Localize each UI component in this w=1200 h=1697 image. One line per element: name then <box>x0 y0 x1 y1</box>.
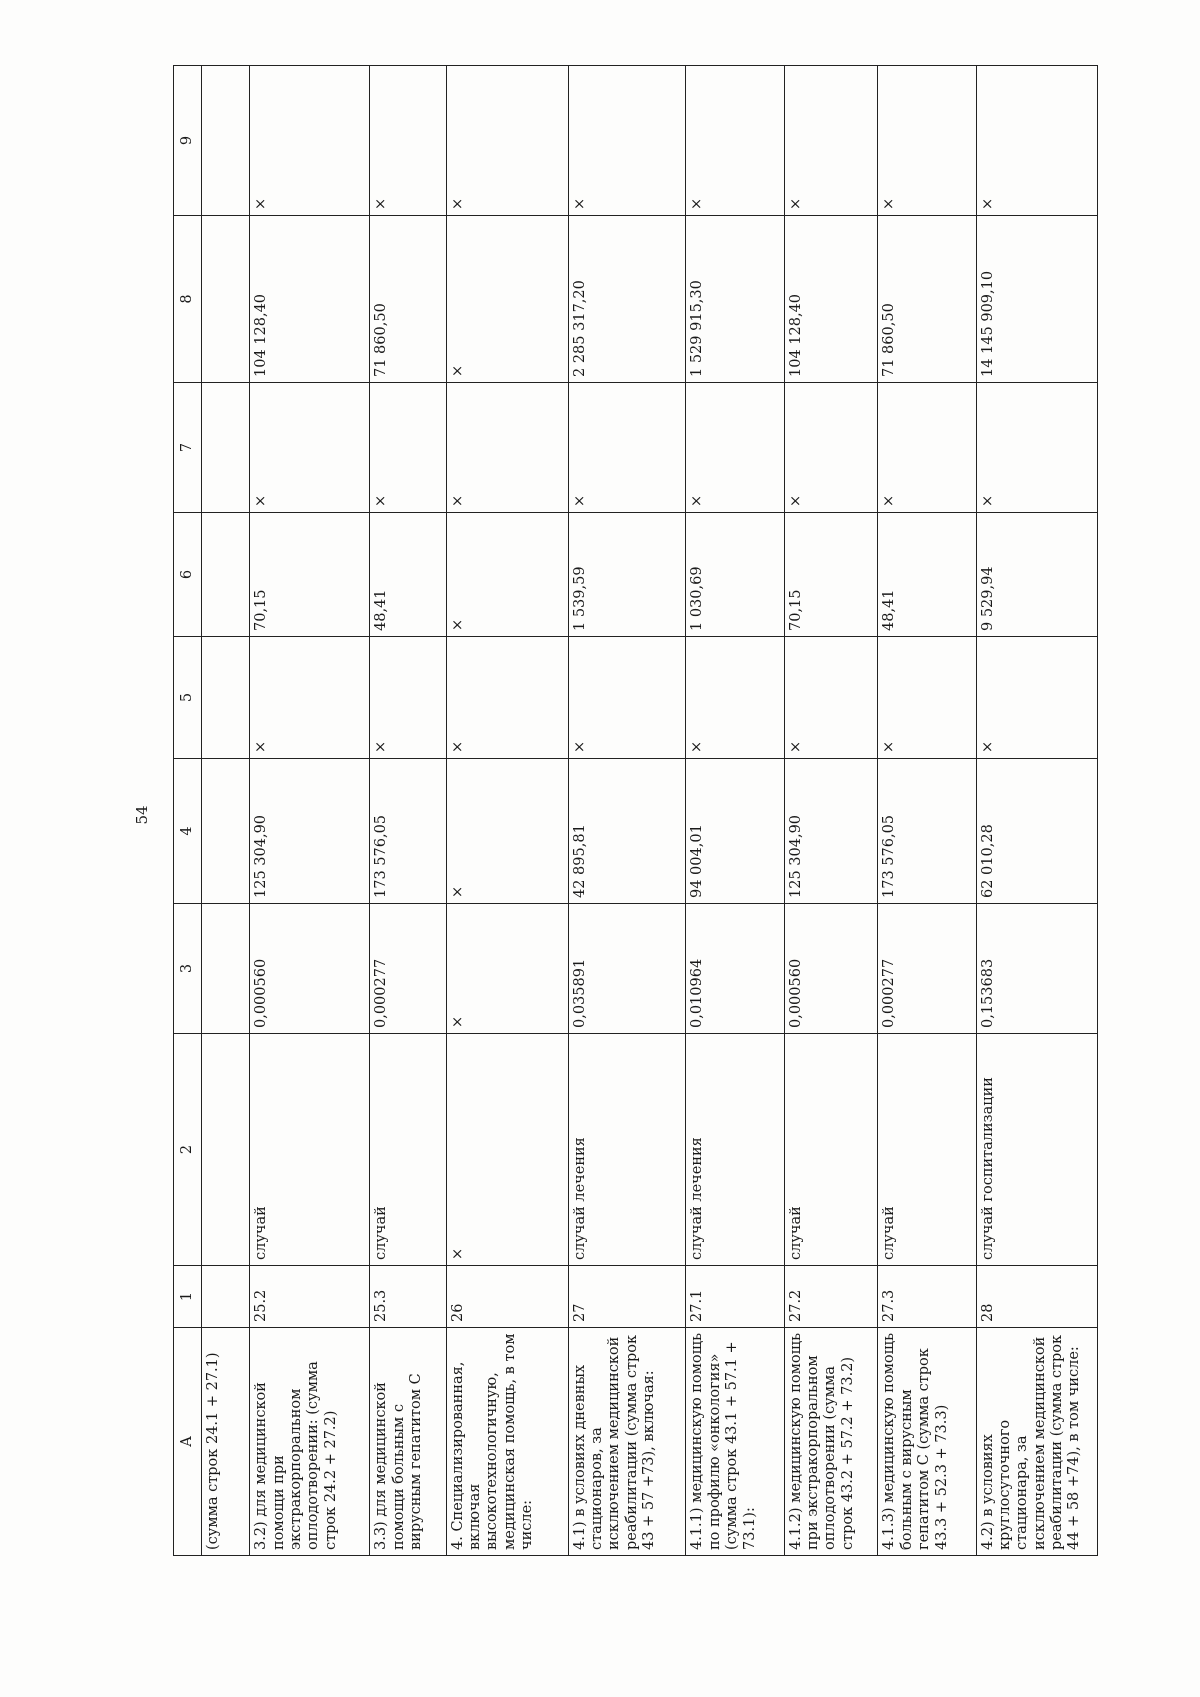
table-cell: 125 304,90 <box>784 759 878 904</box>
table-cell: 25.2 <box>250 1266 370 1328</box>
table-cell: × <box>568 637 686 759</box>
column-header: 8 <box>174 216 202 383</box>
row-description-cell: 3.2) для медицинской помощи при экстракорпоральном оплодотворении: (сумма строк 24.2 + 27.2) <box>250 1328 370 1556</box>
table-cell: 27.1 <box>686 1266 784 1328</box>
table-cell: 27.3 <box>878 1266 976 1328</box>
table-cell: 28 <box>976 1266 1097 1328</box>
table-cell: × <box>976 66 1097 216</box>
table-cell: 1 529 915,30 <box>686 216 784 383</box>
table-row <box>202 66 250 1556</box>
table-cell: × <box>446 383 568 513</box>
column-header: 9 <box>174 66 202 216</box>
table-row <box>446 66 568 1556</box>
table-cell: × <box>250 66 370 216</box>
table-cell: × <box>686 637 784 759</box>
table-cell: случай госпитализации <box>976 1034 1097 1266</box>
table-row <box>784 66 878 1556</box>
column-header: 2 <box>174 1034 202 1266</box>
table-cell: случай <box>878 1034 976 1266</box>
table-cell: 71 860,50 <box>878 216 976 383</box>
data-table <box>173 65 1098 1556</box>
table-row <box>686 66 784 1556</box>
table-cell: 48,41 <box>878 513 976 637</box>
table-cell: × <box>370 383 446 513</box>
table-cell: 48,41 <box>370 513 446 637</box>
table-cell: 26 <box>446 1266 568 1328</box>
table-cell: 0,000277 <box>878 904 976 1034</box>
table-cell: × <box>784 66 878 216</box>
column-header: 1 <box>174 1266 202 1328</box>
column-header: 7 <box>174 383 202 513</box>
column-header: 3 <box>174 904 202 1034</box>
table-cell: 1 539,59 <box>568 513 686 637</box>
table-cell: × <box>686 66 784 216</box>
table-cell: 0,000560 <box>250 904 370 1034</box>
table-cell <box>202 66 250 216</box>
table-cell: 173 576,05 <box>878 759 976 904</box>
rotated-table-wrapper <box>173 66 1098 1556</box>
table-cell: × <box>976 383 1097 513</box>
column-header: 6 <box>174 513 202 637</box>
table-cell: 70,15 <box>784 513 878 637</box>
table-cell: × <box>446 216 568 383</box>
row-description-cell: 4.1.3) медицинскую помощь больным с вирусным гепатитом С (сумма строк 43.3 + 52.3 + 73.3) <box>878 1328 976 1556</box>
table-cell: 9 529,94 <box>976 513 1097 637</box>
table-row <box>568 66 686 1556</box>
table-cell: 0,000277 <box>370 904 446 1034</box>
table-cell: 70,15 <box>250 513 370 637</box>
table-cell: × <box>878 66 976 216</box>
table-cell: 104 128,40 <box>250 216 370 383</box>
table-cell <box>202 1266 250 1328</box>
table-cell: × <box>446 759 568 904</box>
table-cell: случай <box>784 1034 878 1266</box>
table-cell: × <box>446 637 568 759</box>
table-cell: × <box>370 637 446 759</box>
table-cell: × <box>686 383 784 513</box>
table-cell: 14 145 909,10 <box>976 216 1097 383</box>
table-cell: случай <box>250 1034 370 1266</box>
table-row <box>976 66 1097 1556</box>
table-cell: случай лечения <box>568 1034 686 1266</box>
table-cell: 1 030,69 <box>686 513 784 637</box>
table-cell: 104 128,40 <box>784 216 878 383</box>
table-cell: 173 576,05 <box>370 759 446 904</box>
table-cell: 125 304,90 <box>250 759 370 904</box>
table-cell: × <box>784 637 878 759</box>
table-cell: 2 285 317,20 <box>568 216 686 383</box>
table-cell <box>202 637 250 759</box>
table-cell: × <box>446 904 568 1034</box>
table-cell: × <box>568 66 686 216</box>
row-description-cell: 4.2) в условиях круглосуточного стационара, за исключением медицинской реабилитации (сумма строк 44 + 58 +74), в том числе: <box>976 1328 1097 1556</box>
table-cell <box>202 1034 250 1266</box>
table-cell: × <box>784 383 878 513</box>
row-description-cell: (сумма строк 24.1 + 27.1) <box>202 1328 250 1556</box>
row-description-cell: 4. Специализированная, включая высокотехнологичную, медицинская помощь, в том числе: <box>446 1328 568 1556</box>
table-cell: 27.2 <box>784 1266 878 1328</box>
row-description-cell: 3.3) для медицинской помощи больным с вирусным гепатитом С <box>370 1328 446 1556</box>
table-cell: случай лечения <box>686 1034 784 1266</box>
table-cell: × <box>568 383 686 513</box>
table-row <box>878 66 976 1556</box>
table-cell: 0,000560 <box>784 904 878 1034</box>
table-header-row <box>174 66 202 1556</box>
table-cell <box>202 383 250 513</box>
table-cell <box>202 513 250 637</box>
page-number: 54 <box>133 805 151 825</box>
column-header: A <box>174 1328 202 1556</box>
table-cell: × <box>250 637 370 759</box>
column-header: 5 <box>174 637 202 759</box>
column-header: 4 <box>174 759 202 904</box>
table-cell: × <box>446 513 568 637</box>
table-cell: × <box>878 637 976 759</box>
table-cell: 62 010,28 <box>976 759 1097 904</box>
table-cell: 27 <box>568 1266 686 1328</box>
table-cell <box>202 904 250 1034</box>
table-cell: × <box>446 1034 568 1266</box>
table-row <box>250 66 370 1556</box>
table-cell: × <box>370 66 446 216</box>
table-cell <box>202 759 250 904</box>
row-description-cell: 4.1) в условиях дневных стационаров, за исключением медицинской реабилитации (сумма строк 43 + 57 +73), включая: <box>568 1328 686 1556</box>
table-cell: 25.3 <box>370 1266 446 1328</box>
table-cell: × <box>446 66 568 216</box>
table-cell: 0,035891 <box>568 904 686 1034</box>
table-cell: × <box>976 637 1097 759</box>
table-row <box>370 66 446 1556</box>
table-cell: 42 895,81 <box>568 759 686 904</box>
table-cell: 94 004,01 <box>686 759 784 904</box>
row-description-cell: 4.1.2) медицинскую помощь при экстракорпоральном оплодотворении (сумма строк 43.2 + 57.2 + 73.2) <box>784 1328 878 1556</box>
table-cell: 0,153683 <box>976 904 1097 1034</box>
table-cell: случай <box>370 1034 446 1266</box>
table-cell: 71 860,50 <box>370 216 446 383</box>
table-cell: × <box>878 383 976 513</box>
table-cell: 0,010964 <box>686 904 784 1034</box>
table-cell: × <box>250 383 370 513</box>
table-cell <box>202 216 250 383</box>
row-description-cell: 4.1.1) медицинскую помощь по профилю «онкология» (сумма строк 43.1 + 57.1 + 73.1): <box>686 1328 784 1556</box>
